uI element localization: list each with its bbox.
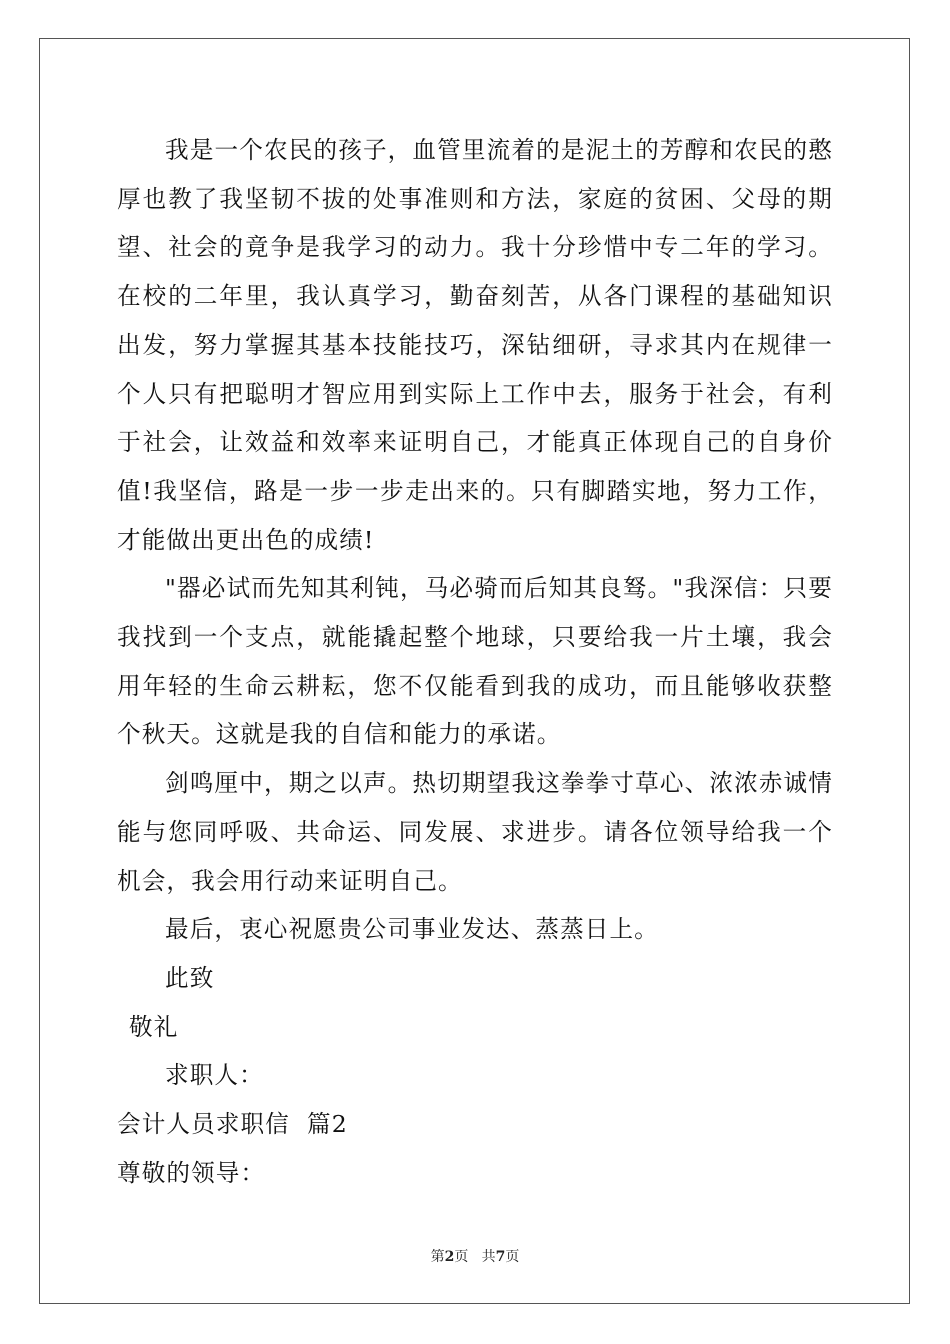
closing-salutation: 此致 (165, 963, 215, 992)
paragraph-3: 剑鸣厘中，期之以声。热切期望我这拳拳寸草心、浓浓赤诚情能与您同呼吸、共命运、同发展、求进步。请各位领导给我一个机会，我会用行动来证明自己。 (117, 769, 833, 895)
page-footer (0, 1246, 950, 1266)
page-suffix: 页 (505, 1249, 520, 1265)
page-mid: 页 共 (454, 1249, 496, 1265)
closing-wishes: 最后，衷心祝愿贵公司事业发达、蒸蒸日上。 (165, 915, 659, 944)
closing-respect: 敬礼 (129, 1012, 179, 1041)
document-body (117, 126, 833, 1197)
paragraph-2: "器必试而先知其利钝，马必骑而后知其良驽。"我深信：只要我找到一个支点，就能撬起整个地球，只要给我一片土壤，我会用年轻的生命云耕耘，您不仅能看到我的成功，而且能够收获整个秋天。这就是我的自信和能力的承诺。 (117, 574, 833, 749)
page-current: 2 (444, 1249, 455, 1265)
section-title: 会计人员求职信 篇2 (117, 1110, 348, 1139)
applicant-signature: 求职人： (165, 1061, 264, 1090)
page-prefix: 第 (430, 1249, 445, 1265)
greeting: 尊敬的领导： (117, 1158, 266, 1187)
page-total: 7 (495, 1249, 506, 1265)
paragraph-1: 我是一个农民的孩子，血管里流着的是泥土的芳醇和农民的憨厚也教了我坚韧不拔的处事准则和方法，家庭的贫困、父母的期望、社会的竟争是我学习的动力。我十分珍惜中专二年的学习。在校的二年里，我认真学习，勤奋刻苦，从各门课程的基础知识出发，努力掌握其基本技能技巧，深钻细研，寻求其内在规律一个人只有把聪明才智应用到实际上工作中去，服务于社会，有利于社会，让效益和效率来证明自己，才能真正体现自己的自身价值!我坚信，路是一步一步走出来的。只有脚踏实地，努力工作，才能做出更出色的成绩! (117, 136, 833, 554)
